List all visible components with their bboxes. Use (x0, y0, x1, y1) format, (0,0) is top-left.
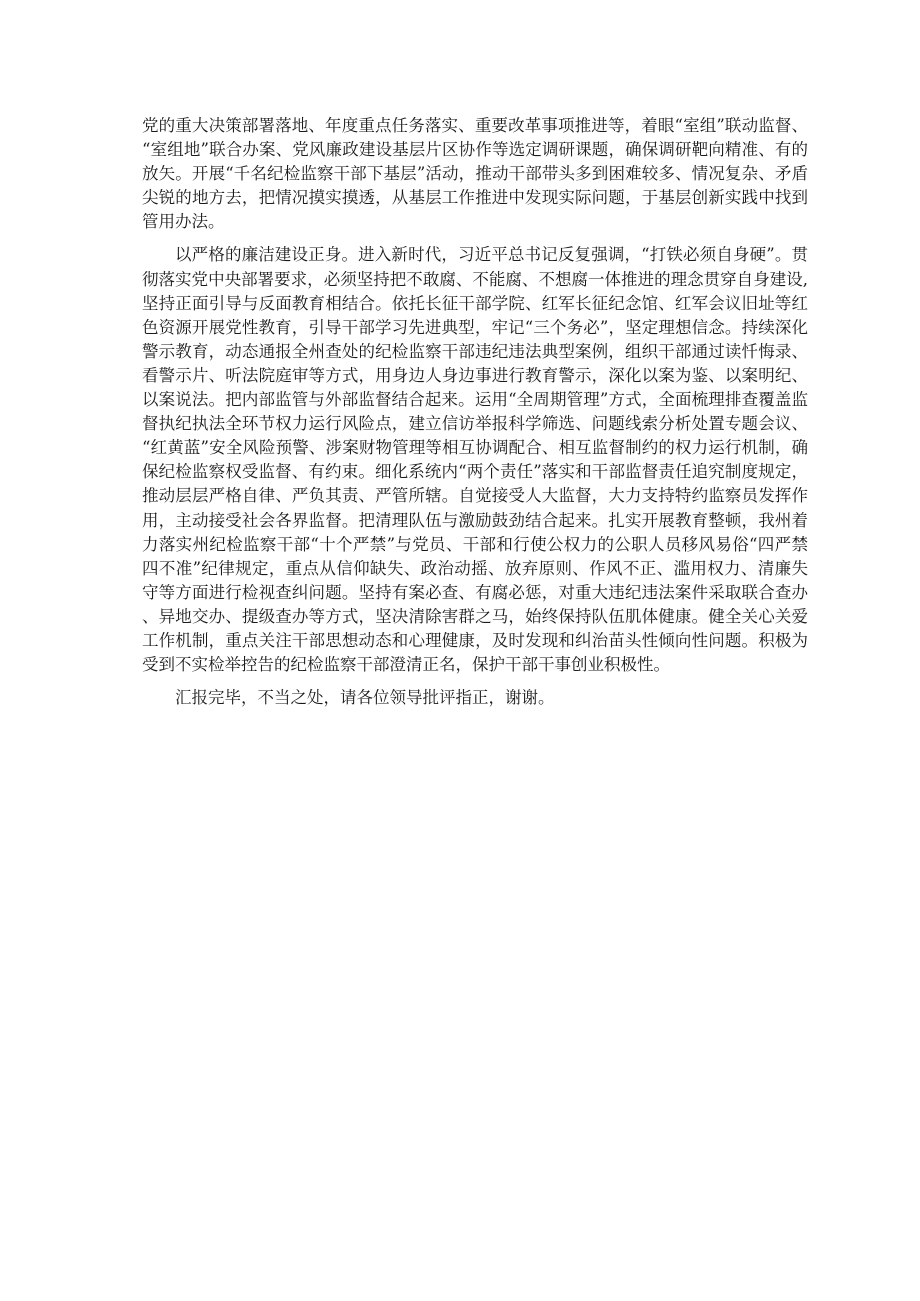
document-body (142, 114, 808, 719)
paragraph-investigation-topics: 党的重大决策部署落地、年度重点任务落实、重要改革事项推进等，着眼“室组”联动监督、“室组地”联合办案、党风廉政建设基层片区协作等选定调研课题，确保调研靶向精准、有的放矢。开展“千名纪检监察干部下基层”活动，推动干部带头多到困难较多、情况复杂、矛盾尖锐的地方去，把情况摸实摸透，从基层工作推进中发现实际问题，于基层创新实践中找到管用办法。 (142, 116, 808, 232)
paragraph-integrity-building: 以严格的廉洁建设正身。进入新时代，习近平总书记反复强调，“打铁必须自身硬”。贯彻落实党中央部署要求，必须坚持把不敢腐、不能腐、不想腐一体推进的理念贯穿自身建设,坚持正面引导与反面教育相结合。依托长征干部学院、红军长征纪念馆、红军会议旧址等红色资源开展党性教育，引导干部学习先进典型，牢记“三个务必”，坚定理想信念。持续深化警示教育，动态通报全州查处的纪检监察干部违纪违法典型案例，组织干部通过读忏悔录、看警示片、听法院庭审等方式，用身边人身边事进行教育警示，深化以案为鉴、以案明纪、以案说法。把内部监管与外部监督结合起来。运用“全周期管理”方式，全面梳理排查覆盖监督执纪执法全环节权力运行风险点，建立信访举报科学筛选、问题线索分析处置专题会议、“红黄蓝”安全风险预警、涉案财物管理等相互协调配合、相互监督制约的权力运行机制，确保纪检监察权受监督、有约束。细化系统内“两个责任”落实和干部监督责任追究制度规定，推动层层严格自律、严负其责、严管所辖。自觉接受人大监督，大力支持特约监察员发挥作用，主动接受社会各界监督。把清理队伍与激励鼓劲结合起来。扎实开展教育整顿，我州着力落实州纪检监察干部“十个严禁”与党员、干部和行使公权力的公职人员移风易俗“四严禁四不准”纪律规定，重点从信仰缺失、政治动摇、放弃原则、作风不正、滥用权力、清廉失守等方面进行检视查纠问题。坚持有案必查、有腐必惩，对重大违纪违法案件采取联合查办、异地交办、提级查办等方式，坚决清除害群之马，始终保持队伍肌体健康。健全关心关爱工作机制，重点关注干部思想动态和心理健康，及时发现和纠治苗头性倾向性问题。积极为受到不实检举控告的纪检监察干部澄清正名，保护干部干事创业积极性。 (142, 245, 808, 675)
paragraph-closing-remarks: 汇报完毕，不当之处，请各位领导批评指正，谢谢。 (175, 688, 555, 708)
